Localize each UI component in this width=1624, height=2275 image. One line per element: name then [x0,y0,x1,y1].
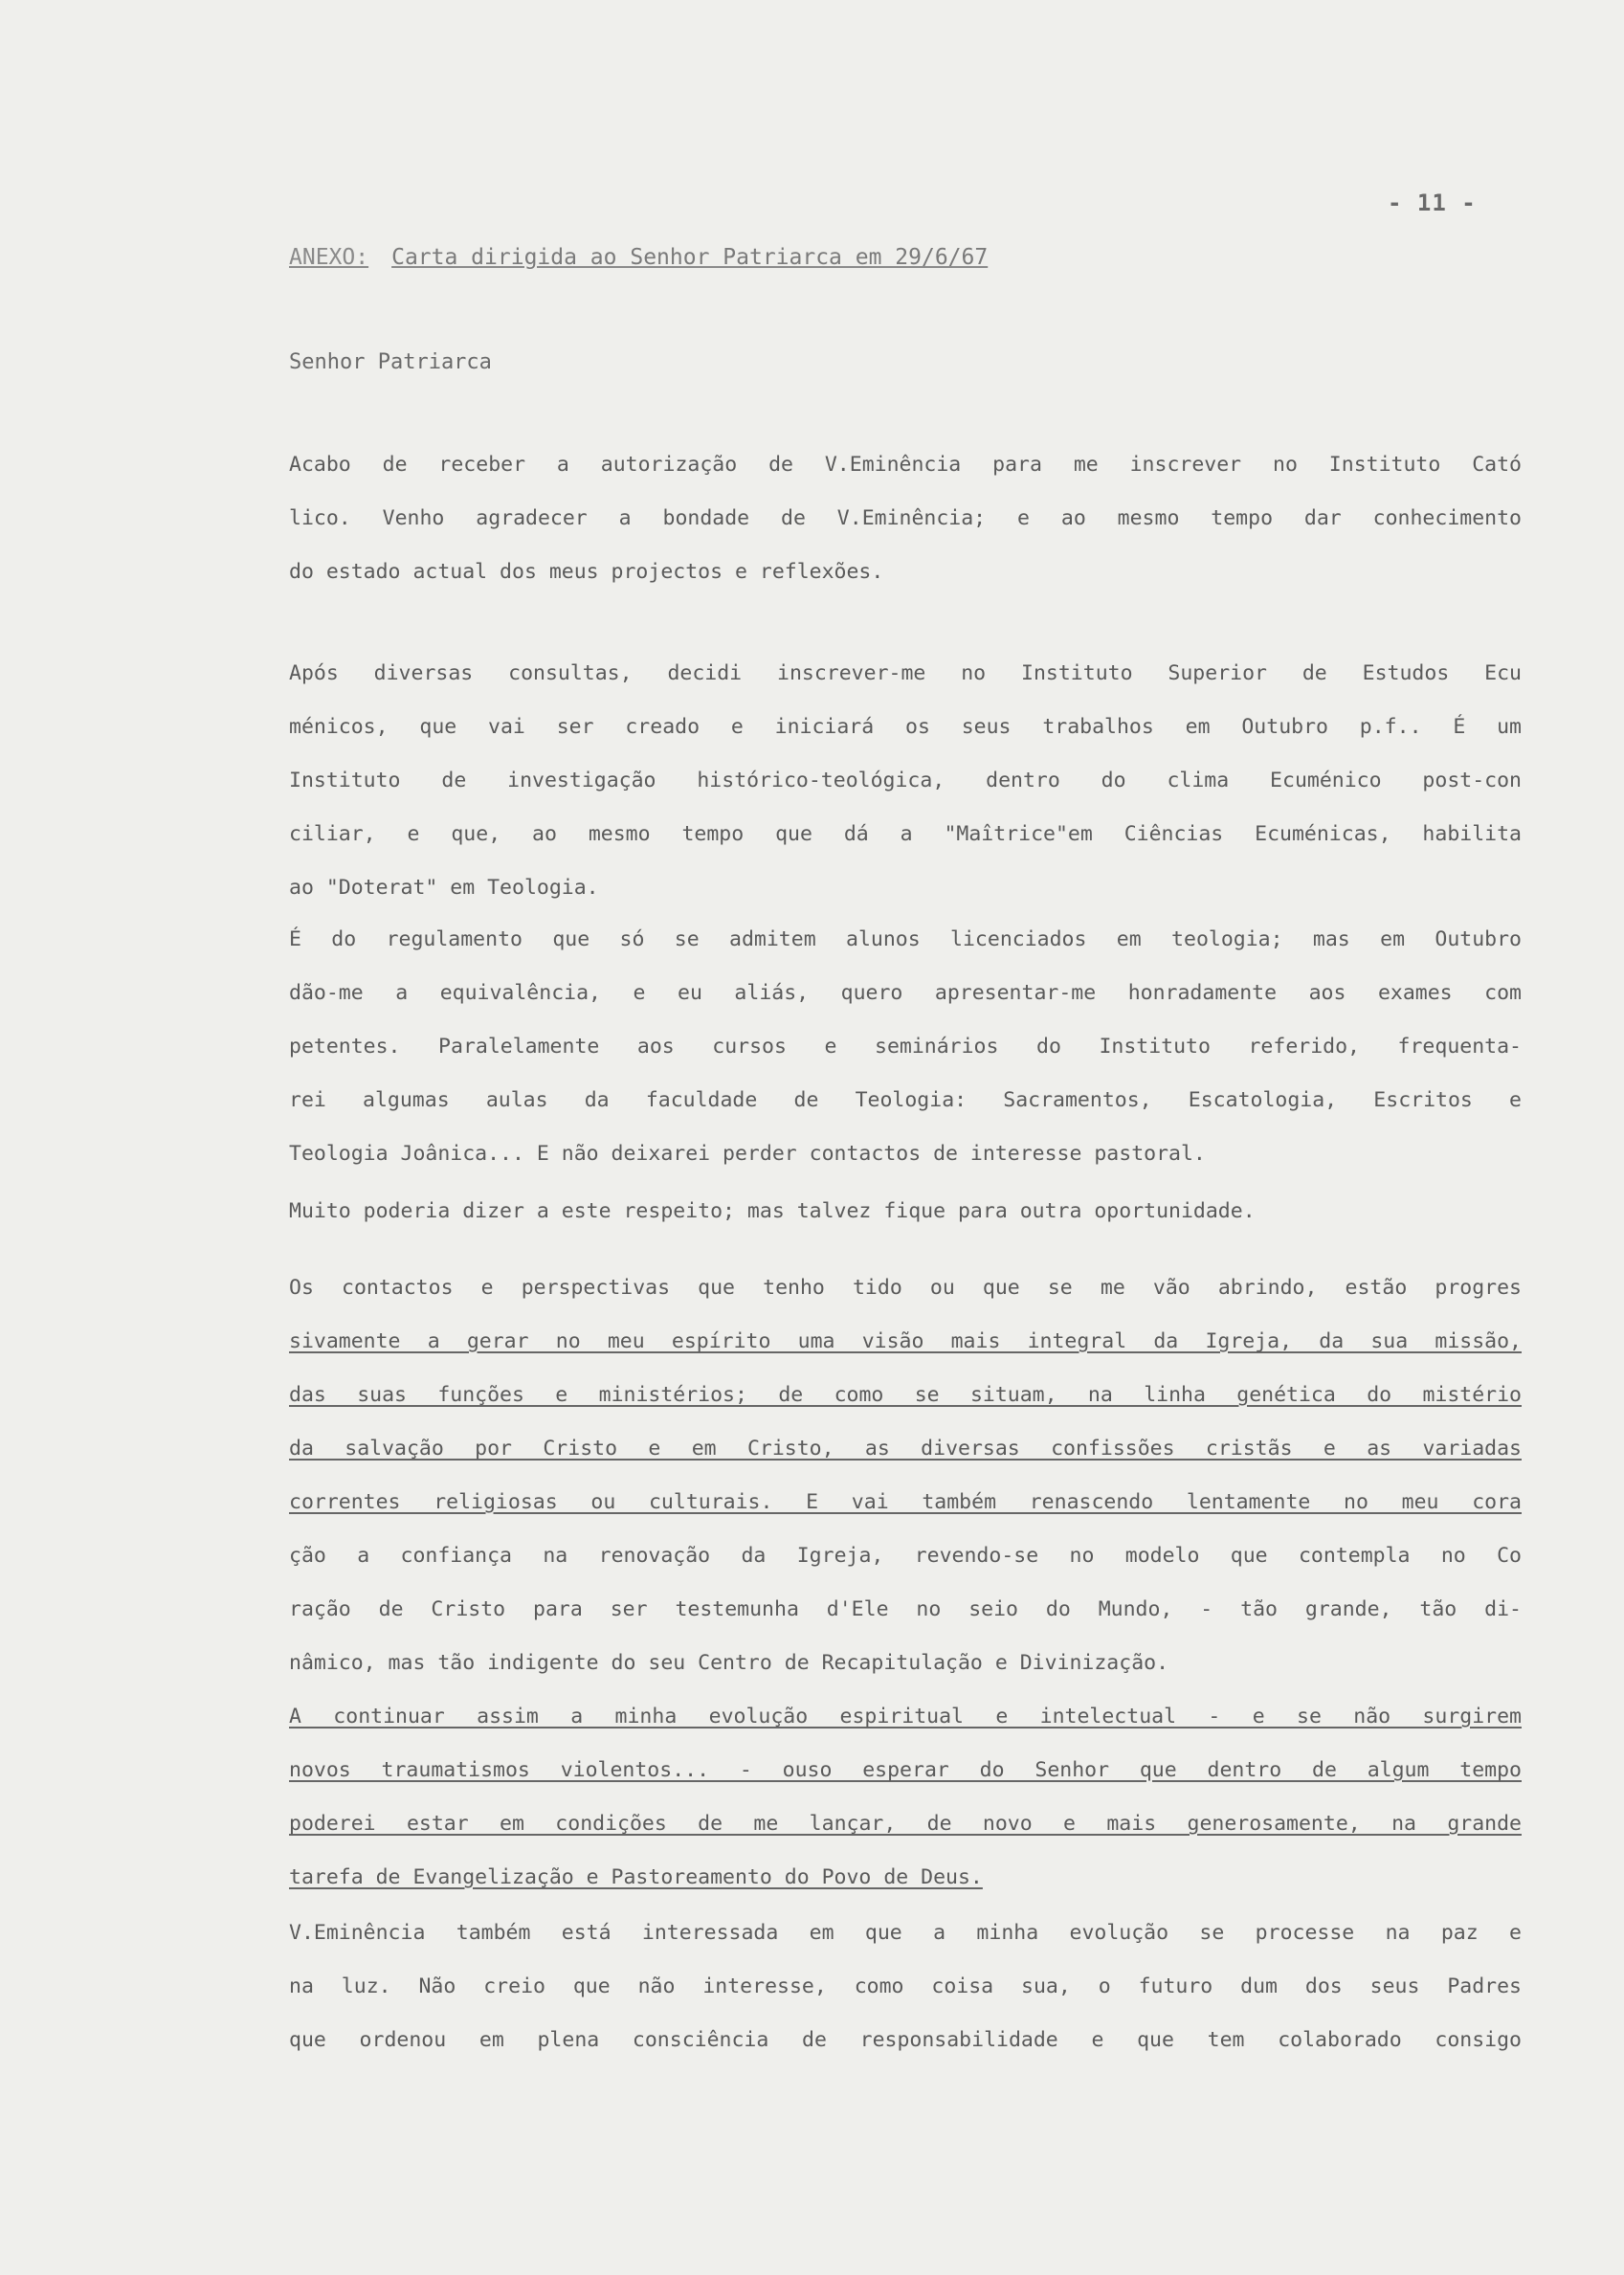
text-line: tarefa de Evangelização e Pastoreamento do Povo de Deus. [289,1865,983,1889]
text-line: na luz. Não creio que não interesse, como coisa sua, o futuro dum dos seus Padres [289,1974,1522,1998]
text-line: ménicos, que vai ser creado e iniciará os seus trabalhos em Outubro p.f.. É um [289,715,1522,739]
annex-heading [289,245,988,270]
text-line: É do regulamento que só se admitem alunos licenciados em teologia; mas em Outubro [289,927,1522,951]
text-line: ração de Cristo para ser testemunha d'Ele no seio do Mundo, - tão grande, tão di- [289,1597,1522,1621]
text-line: A continuar assim a minha evolução espiritual e intelectual - e se não surgirem [289,1705,1522,1729]
text-line: que ordenou em plena consciência de responsabilidade e que tem colaborado consigo [289,2028,1522,2052]
text-line: sivamente a gerar no meu espírito uma visão mais integral da Igreja, da sua missão, [289,1329,1522,1353]
text-line: Muito poderia dizer a este respeito; mas talvez fique para outra oportunidade. [289,1199,1256,1223]
text-line: nâmico, mas tão indigente do seu Centro de Recapitulação e Divinização. [289,1651,1169,1675]
text-line: Acabo de receber a autorização de V.Eminência para me inscrever no Instituto Cató [289,453,1522,477]
text-line: Os contactos e perspectivas que tenho tido ou que se me vão abrindo, estão progres [289,1276,1522,1300]
text-line: Teologia Joânica... E não deixarei perder contactos de interesse pastoral. [289,1142,1206,1166]
text-line: V.Eminência também está interessada em que a minha evolução se processe na paz e [289,1921,1522,1945]
text-line: Após diversas consultas, decidi inscrever-me no Instituto Superior de Estudos Ecu [289,661,1522,685]
text-line: ao "Doterat" em Teologia. [289,876,599,900]
text-line: rei algumas aulas da faculdade de Teologia: Sacramentos, Escatologia, Escritos e [289,1088,1522,1112]
text-line: correntes religiosas ou culturais. E vai também renascendo lentamente no meu cora [289,1490,1522,1514]
text-line: ção a confiança na renovação da Igreja, revendo-se no modelo que contempla no Co [289,1544,1522,1568]
text-line: petentes. Paralelamente aos cursos e seminários do Instituto referido, frequenta- [289,1035,1522,1059]
text-line: poderei estar em condições de me lançar, de novo e mais generosamente, na grande [289,1812,1522,1836]
paragraph-4 [289,1185,1522,1238]
text-line: do estado actual dos meus projectos e reflexões. [289,560,884,584]
salutation: Senhor Patriarca [289,350,492,374]
text-line: da salvação por Cristo e em Cristo, as diversas confissões cristãs e as variadas [289,1437,1522,1461]
page-number: - 11 - [1388,190,1477,216]
text-line: Instituto de investigação histórico-teológica, dentro do clima Ecuménico post-con [289,769,1522,792]
paragraph-1 [289,438,1522,599]
text-line: ciliar, e que, ao mesmo tempo que dá a "Maîtrice"em Ciências Ecuménicas, habilita [289,822,1522,846]
paragraph-2 [289,647,1522,915]
text-line: novos traumatismos violentos... - ouso esperar do Senhor que dentro de algum tempo [289,1758,1522,1782]
paragraph-3 [289,913,1522,1181]
text-line: dão-me a equivalência, e eu aliás, quero apresentar-me honradamente aos exames com [289,981,1522,1005]
text-line: das suas funções e ministérios; de como se situam, na linha genética do mistério [289,1383,1522,1407]
paragraph-6 [289,1690,1522,1905]
paragraph-7 [289,1907,1522,2067]
paragraph-5 [289,1261,1522,1690]
annex-label: ANEXO: [289,245,369,270]
text-line: lico. Venho agradecer a bondade de V.Eminência; e ao mesmo tempo dar conhecimento [289,506,1522,530]
annex-title: Carta dirigida ao Senhor Patriarca em 29/6/67 [391,245,989,270]
